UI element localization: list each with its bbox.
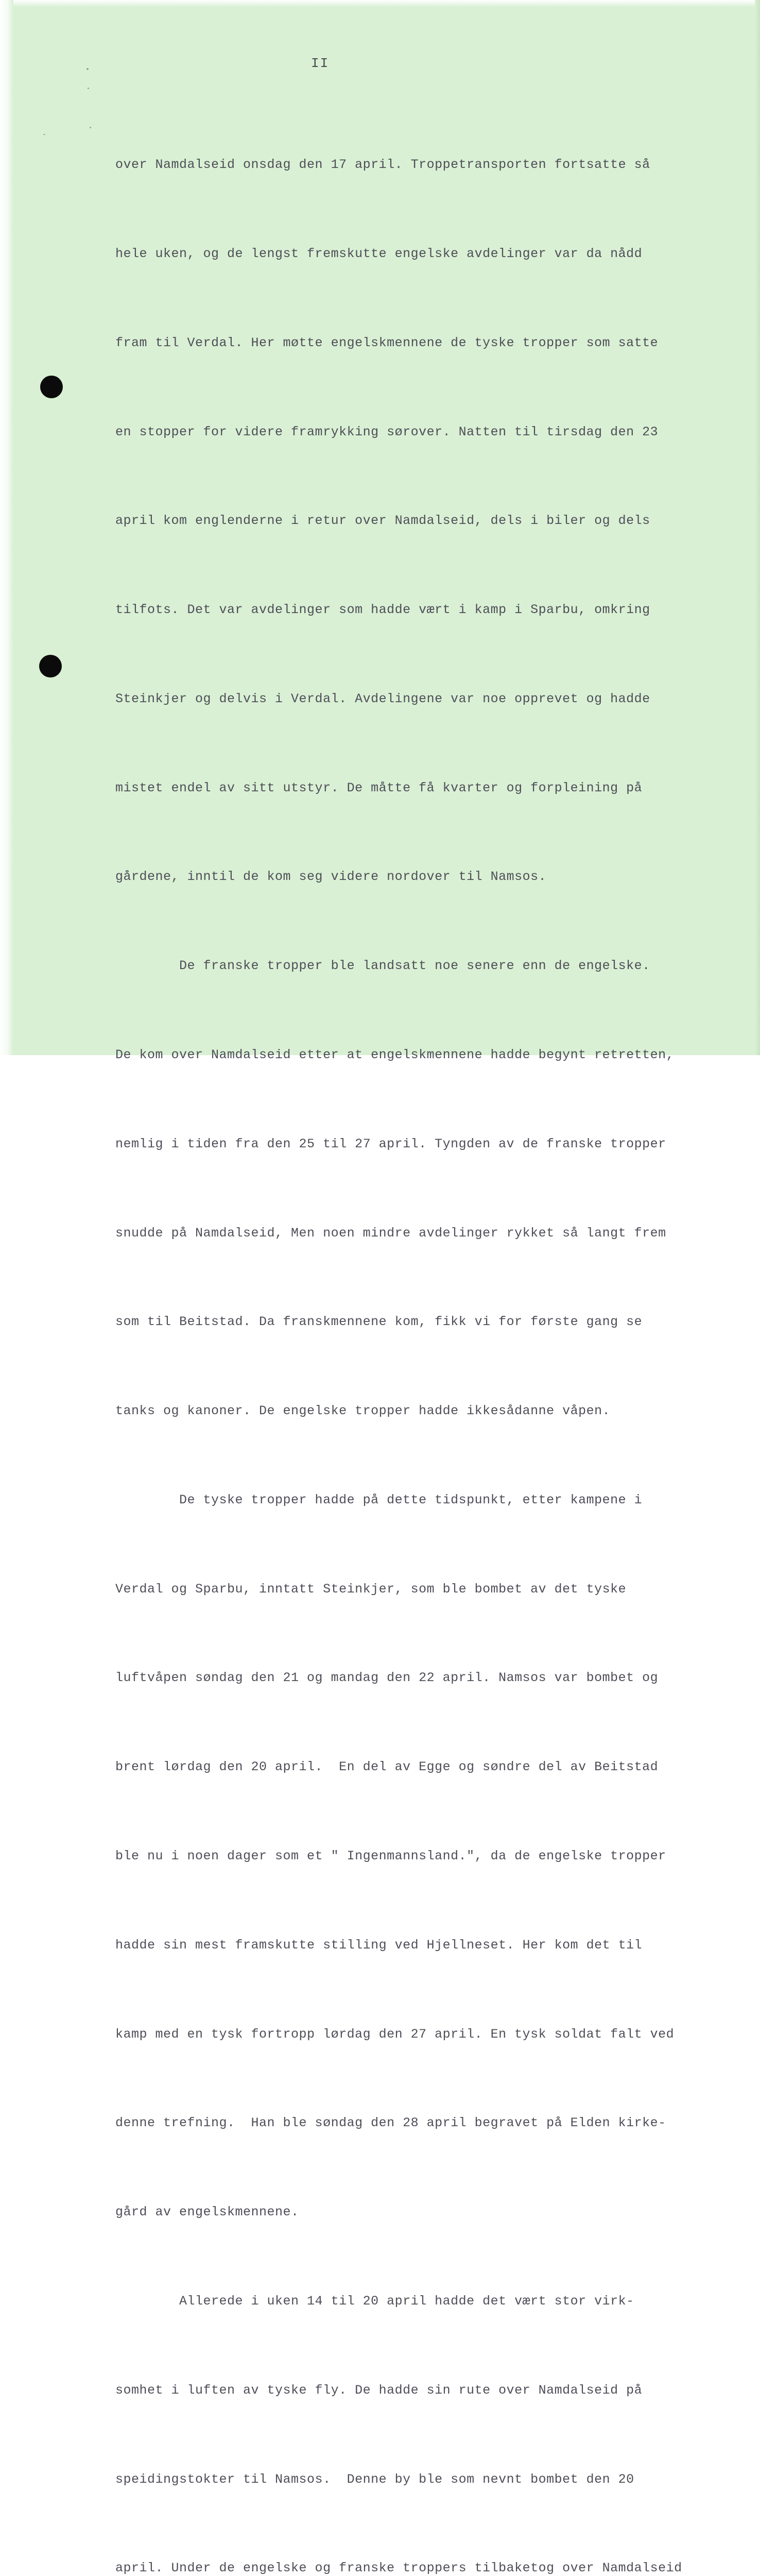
- paper-speck: [43, 134, 45, 135]
- text-line: hele uken, og de lengst fremskutte engelske avdelinger var da nådd: [115, 246, 643, 261]
- text-line: som til Beitstad. Da franskmennene kom, fikk vi for første gang se: [115, 1314, 643, 1330]
- text-line: speidingstokter til Namsos. Denne by ble som nevnt bombet den 20: [115, 2471, 634, 2487]
- text-line: april. Under de engelske og franske troppers tilbaketog over Namdalseid: [115, 2561, 682, 2576]
- punch-hole-icon: [40, 376, 63, 398]
- text-line: kamp med en tysk fortropp lørdag den 27 april. En tysk soldat falt ved: [115, 2026, 675, 2042]
- punch-hole-icon: [39, 655, 62, 677]
- text-line: brent lørdag den 20 april. En del av Egge og søndre del av Beitstad: [115, 1759, 659, 1775]
- text-line: De kom over Namdalseid etter at engelskmennene hadde begynt retretten,: [115, 1047, 675, 1062]
- text-line: gårdene, inntil de kom seg videre nordover til Namsos.: [115, 869, 547, 885]
- text-line: denne trefning. Han ble søndag den 28 april begravet på Elden kirke-: [115, 2115, 666, 2131]
- text-line: luftvåpen søndag den 21 og mandag den 22 april. Namsos var bombet og: [115, 1670, 659, 1686]
- text-line: gård av engelskmennene.: [115, 2205, 299, 2220]
- page-top-edge: [0, 0, 760, 7]
- typewritten-body: [115, 91, 754, 2576]
- text-line: april kom englenderne i retur over Namdalseid, dels i biler og dels: [115, 513, 650, 529]
- page-right-edge: [755, 0, 760, 1055]
- page-number: II: [311, 56, 330, 71]
- text-line: hadde sin mest framskutte stilling ved Hjellneset. Her kom det til: [115, 1937, 643, 1953]
- text-line: en stopper for videre framrykking sørover. Natten til tirsdag den 23: [115, 424, 659, 439]
- text-line: nemlig i tiden fra den 25 til 27 april. Tyngden av de franske tropper: [115, 1136, 666, 1151]
- text-line: Steinkjer og delvis i Verdal. Avdelingene var noe opprevet og hadde: [115, 691, 650, 706]
- text-line: snudde på Namdalseid, Men noen mindre avdelinger rykket så langt frem: [115, 1225, 666, 1241]
- paper-speck: [90, 127, 91, 128]
- text-line: De franske tropper ble landsatt noe senere enn de engelske.: [115, 958, 650, 974]
- text-line: Verdal og Sparbu, inntatt Steinkjer, som ble bombet av det tyske: [115, 1581, 627, 1597]
- text-line: mistet endel av sitt utstyr. De måtte få kvarter og forpleining på: [115, 780, 643, 795]
- text-line: fram til Verdal. Her møtte engelskmennene de tyske tropper som satte: [115, 335, 659, 350]
- text-line: De tyske tropper hadde på dette tidspunkt, etter kampene i: [115, 1492, 643, 1507]
- paper-speck: [87, 68, 89, 70]
- text-line: ble nu i noen dager som et " Ingenmannsland.", da de engelske tropper: [115, 1849, 666, 1864]
- text-line: tanks og kanoner. De engelske tropper hadde ikkesådanne våpen.: [115, 1403, 611, 1419]
- paper-speck: [88, 88, 89, 89]
- text-line: tilfots. Det var avdelinger som hadde vært i kamp i Sparbu, omkring: [115, 602, 650, 618]
- text-line: somhet i luften av tyske fly. De hadde sin rute over Namdalseid på: [115, 2382, 643, 2398]
- text-line: Allerede i uken 14 til 20 april hadde det vært stor virk-: [115, 2293, 634, 2309]
- page-left-edge: [0, 0, 13, 1055]
- text-line: over Namdalseid onsdag den 17 april. Troppetransporten fortsatte så: [115, 157, 650, 173]
